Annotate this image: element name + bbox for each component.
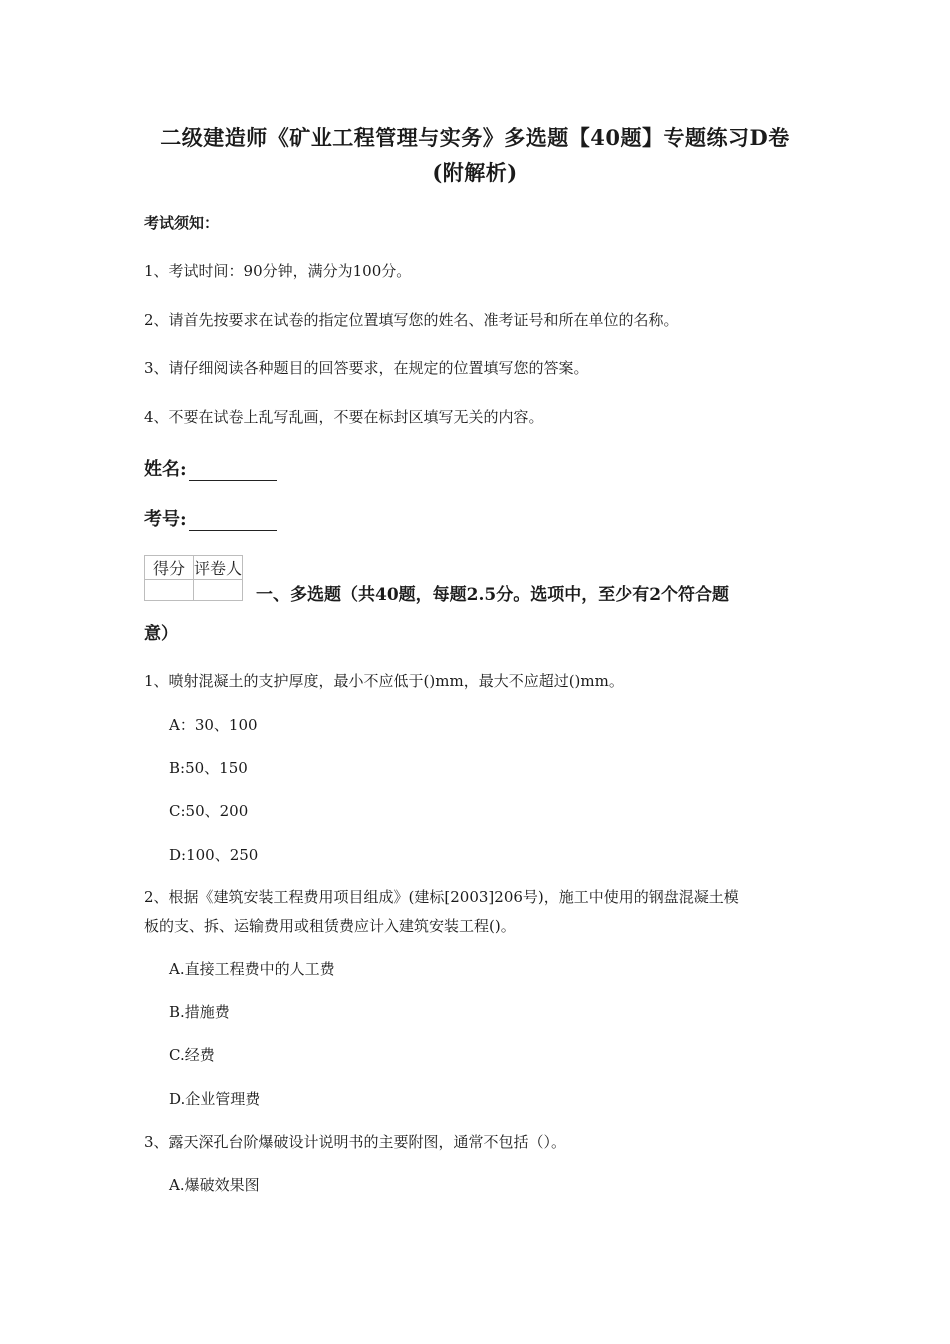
- notice-item-4: 4、不要在试卷上乱写乱画，不要在标封区填写无关的内容。: [144, 408, 544, 426]
- question-1-option-c: C:50、200: [169, 802, 249, 820]
- question-1-option-a: A：30、100: [169, 716, 258, 734]
- notice-item-1: 1、考试时间：90分钟，满分为100分。: [144, 262, 412, 280]
- question-2-option-b: B.措施费: [169, 1003, 230, 1021]
- exam-number-blank-line[interactable]: [189, 512, 277, 531]
- name-label: 姓名:: [144, 459, 187, 480]
- question-1-option-d: D:100、250: [169, 846, 259, 864]
- question-3-stem: 3、露天深孔台阶爆破设计说明书的主要附图，通常不包括（）。: [144, 1133, 567, 1151]
- grader-cell: [194, 580, 243, 601]
- notice-item-2: 2、请首先按要求在试卷的指定位置填写您的姓名、准考证号和所在单位的名称。: [144, 311, 679, 329]
- score-header: 得分: [145, 556, 194, 580]
- question-2-option-d: D.企业管理费: [169, 1090, 261, 1108]
- exam-number-field: [144, 505, 277, 531]
- section-heading-line2: 意）: [144, 624, 178, 644]
- grader-header: 评卷人: [194, 556, 243, 580]
- question-1-stem: 1、喷射混凝土的支护厚度，最小不应低于()mm，最大不应超过()mm。: [144, 672, 624, 690]
- name-blank-line[interactable]: [189, 462, 277, 481]
- question-2-stem-line2: 板的支、拆、运输费用或租赁费应计入建筑安装工程()。: [144, 917, 516, 935]
- exam-number-label: 考号:: [144, 509, 187, 530]
- notice-item-3: 3、请仔细阅读各种题目的回答要求，在规定的位置填写您的答案。: [144, 359, 589, 377]
- name-field: [144, 455, 277, 481]
- question-2-stem-line1: 2、根据《建筑安装工程费用项目组成》(建标[2003]206号)，施工中使用的钢盘混凝土模: [144, 888, 739, 906]
- score-cell: [145, 580, 194, 601]
- question-2-option-a: A.直接工程费中的人工费: [169, 960, 335, 978]
- score-table: [144, 555, 243, 601]
- question-3-option-a: A.爆破效果图: [169, 1176, 260, 1194]
- question-1-option-b: B:50、150: [169, 759, 248, 777]
- question-2-option-c: C.经费: [169, 1046, 215, 1064]
- notice-heading: 考试须知：: [144, 214, 220, 232]
- document-title-line2: (附解析): [432, 160, 518, 185]
- document-title-line1: 二级建造师《矿业工程管理与实务》多选题【40题】专题练习D卷: [160, 125, 790, 150]
- section-heading-line1: 一、多选题（共40题，每题2.5分。选项中，至少有2个符合题: [256, 585, 730, 605]
